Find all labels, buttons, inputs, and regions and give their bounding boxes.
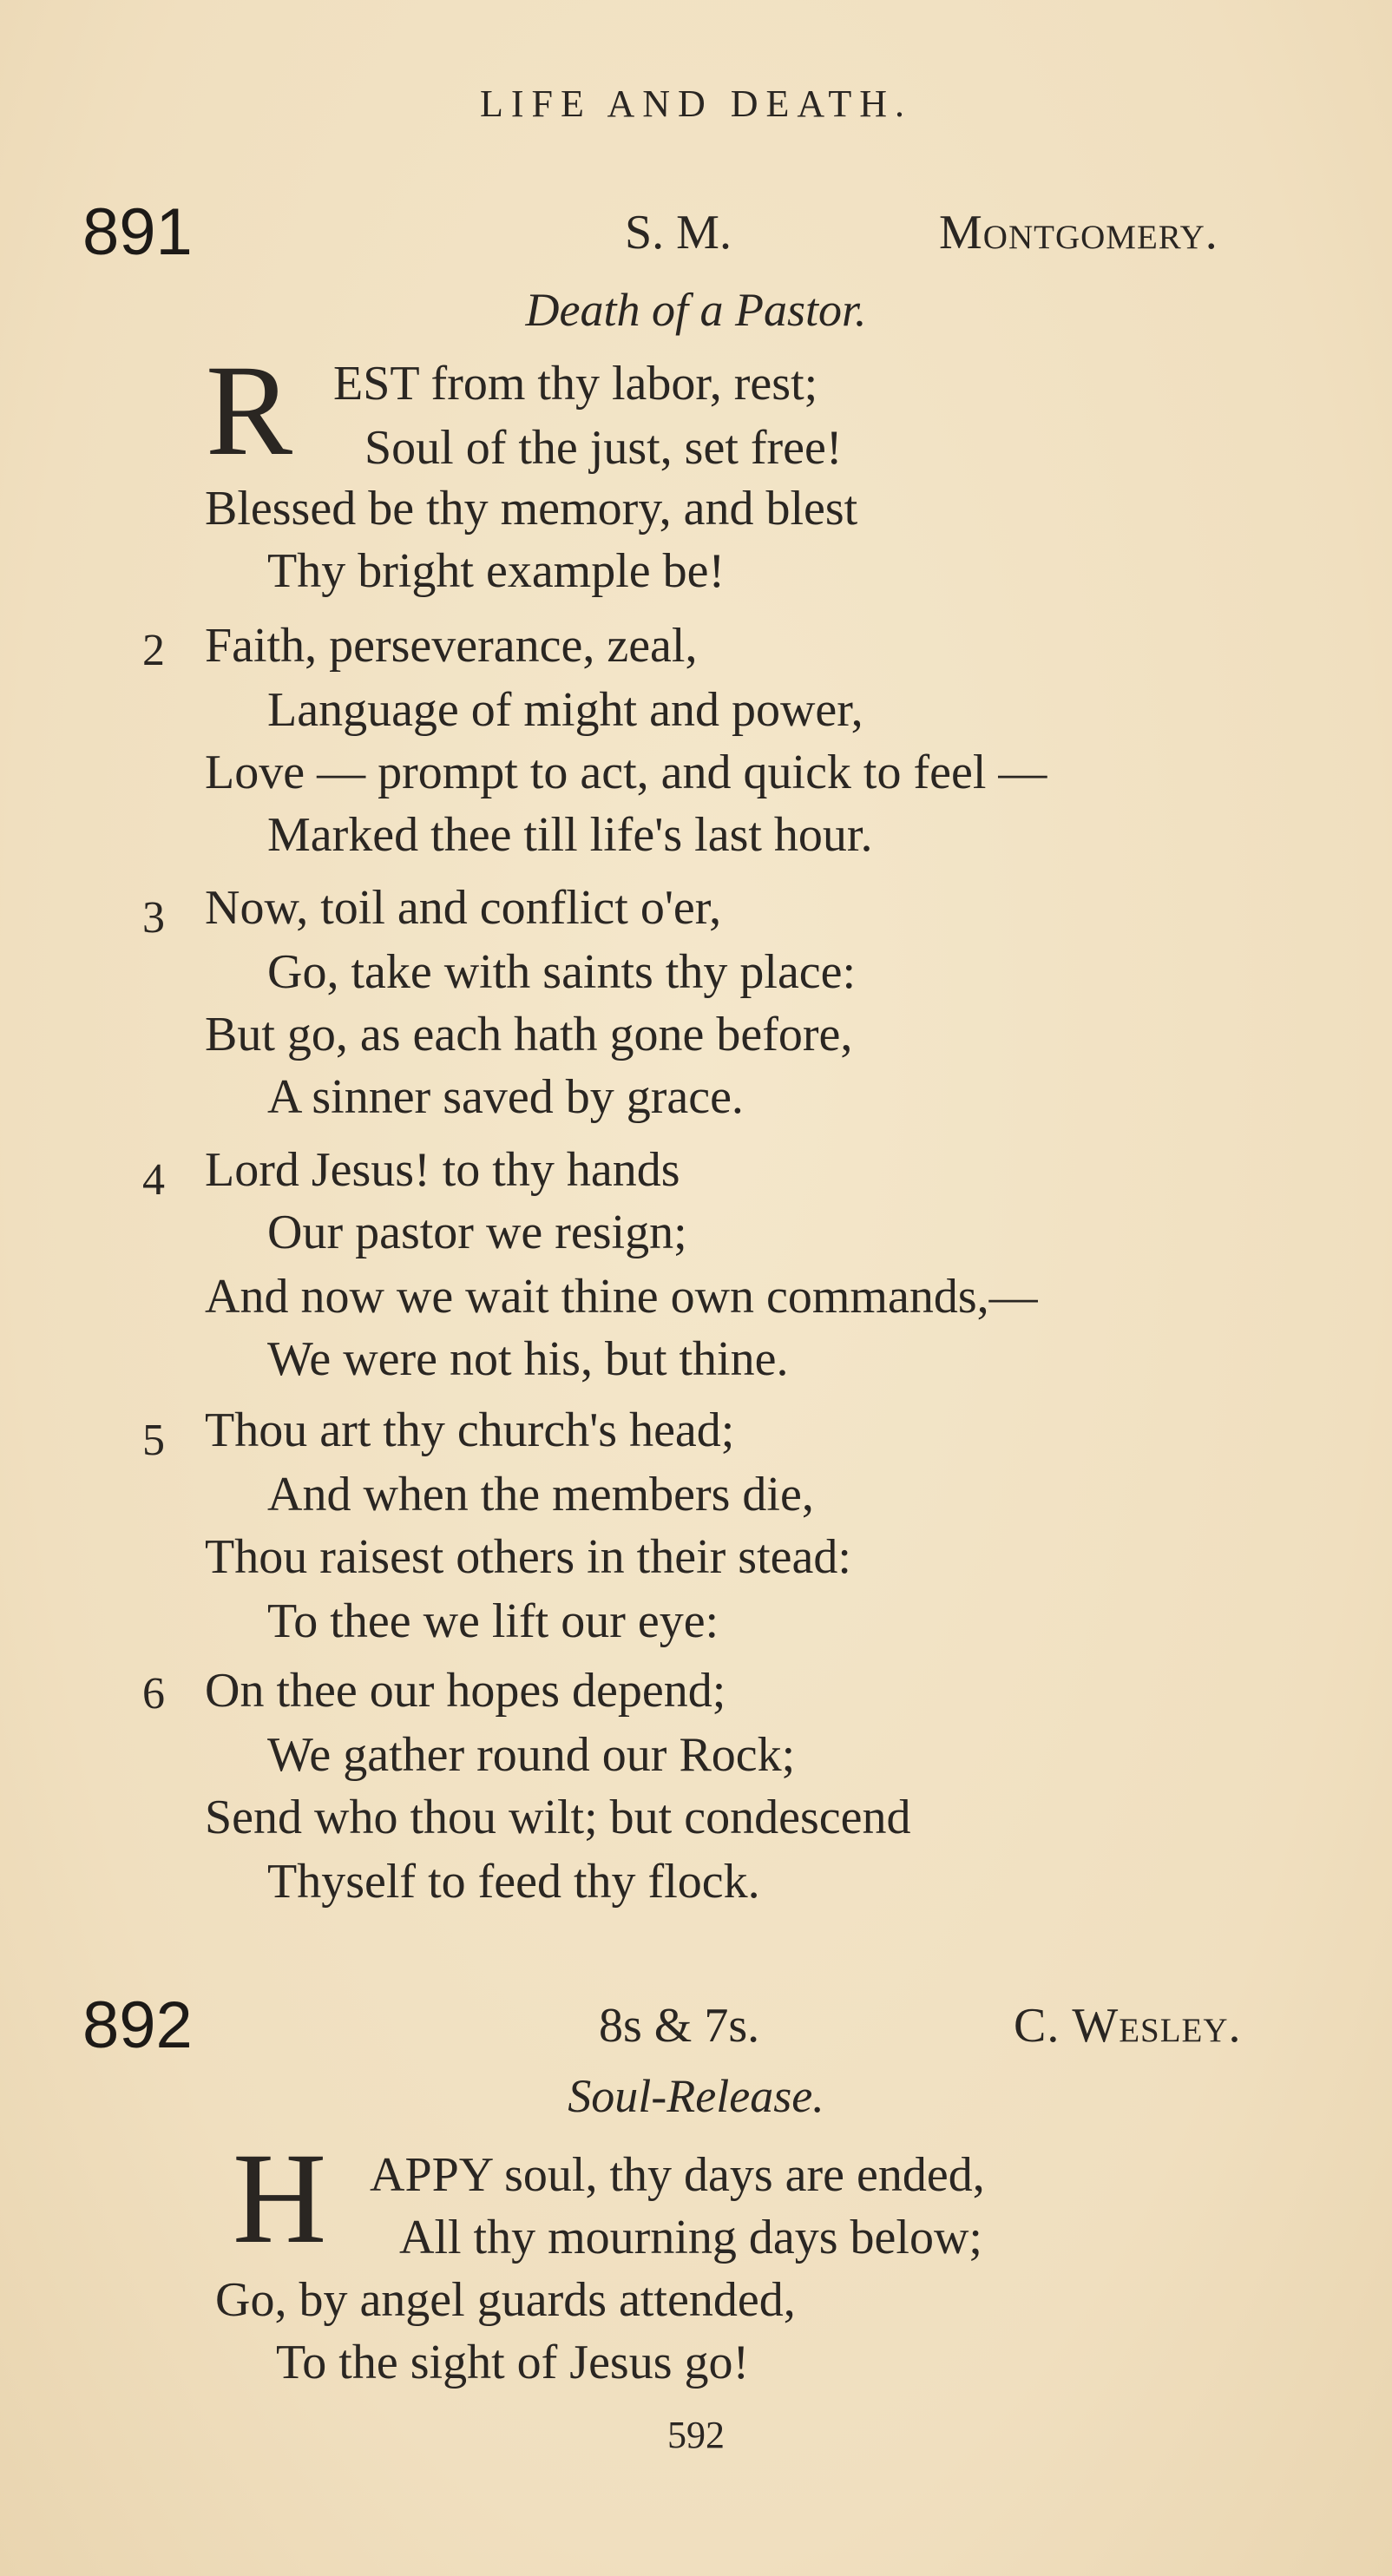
verse-line: And now we wait thine own commands,—	[205, 1270, 1038, 1324]
verse-line: We gather round our Rock;	[267, 1728, 796, 1782]
verse-line: Our pastor we resign;	[267, 1206, 687, 1259]
verse-line: Thou art thy church's head;	[205, 1403, 735, 1457]
hymn-subtitle: Death of a Pastor.	[525, 284, 867, 336]
drop-cap: H	[233, 2126, 327, 2270]
verse-line: EST from thy labor, rest;	[333, 357, 818, 411]
verse-line: Marked thee till life's last hour.	[267, 808, 873, 862]
hymn-author: Montgomery.	[939, 206, 1218, 260]
verse-line: APPY soul, thy days are ended,	[370, 2148, 985, 2202]
hymn-meter: S. M.	[625, 206, 732, 260]
hymn-891-header	[0, 193, 1392, 279]
verse-line: Language of might and power,	[267, 683, 863, 737]
drop-cap: R	[206, 338, 293, 483]
hymn-subtitle: Soul-Release.	[568, 2070, 824, 2122]
verse-number: 3	[142, 893, 165, 943]
hymn-number: 892	[82, 1988, 193, 2062]
verse-line: Blessed be thy memory, and blest	[205, 482, 858, 536]
verse-line: Soul of the just, set free!	[364, 421, 843, 475]
verse-line: And when the members die,	[267, 1468, 814, 1521]
hymn-author: C. Wesley.	[1014, 1999, 1242, 2053]
verse-number: 6	[142, 1669, 165, 1718]
verse-line: But go, as each hath gone before,	[205, 1008, 853, 1061]
verse-line: Thou raisest others in their stead:	[205, 1530, 851, 1584]
verse-line: Now, toil and conflict o'er,	[205, 881, 722, 935]
verse-line: A sinner saved by grace.	[267, 1070, 744, 1124]
verse-line: Faith, perseverance, zeal,	[205, 619, 698, 673]
verse-line: Love — prompt to act, and quick to feel —	[205, 746, 1047, 799]
verse-line: We were not his, but thine.	[267, 1332, 789, 1386]
verse-line: Thy bright example be!	[267, 544, 726, 598]
verse-line: On thee our hopes depend;	[205, 1664, 726, 1718]
hymn-892-header	[0, 1986, 1392, 2073]
verse-line: To thee we lift our eye:	[267, 1594, 719, 1648]
verse-line: Thyself to feed thy flock.	[267, 1855, 760, 1909]
verse-number: 4	[142, 1155, 165, 1205]
verse-line: Go, by angel guards attended,	[215, 2273, 796, 2327]
running-head: LIFE AND DEATH.	[480, 82, 912, 125]
hymn-number: 891	[82, 195, 193, 269]
verse-number: 5	[142, 1416, 165, 1465]
verse-line: To the sight of Jesus go!	[276, 2336, 750, 2389]
verse-line: All thy mourning days below;	[399, 2211, 982, 2264]
verse-number: 2	[142, 626, 165, 675]
verse-line: Send who thou wilt; but condescend	[205, 1791, 911, 1844]
verse-line: Go, take with saints thy place:	[267, 945, 857, 999]
hymn-meter: 8s & 7s.	[599, 1999, 760, 2053]
verse-line: Lord Jesus! to thy hands	[205, 1143, 680, 1197]
page-number: 592	[667, 2414, 725, 2456]
